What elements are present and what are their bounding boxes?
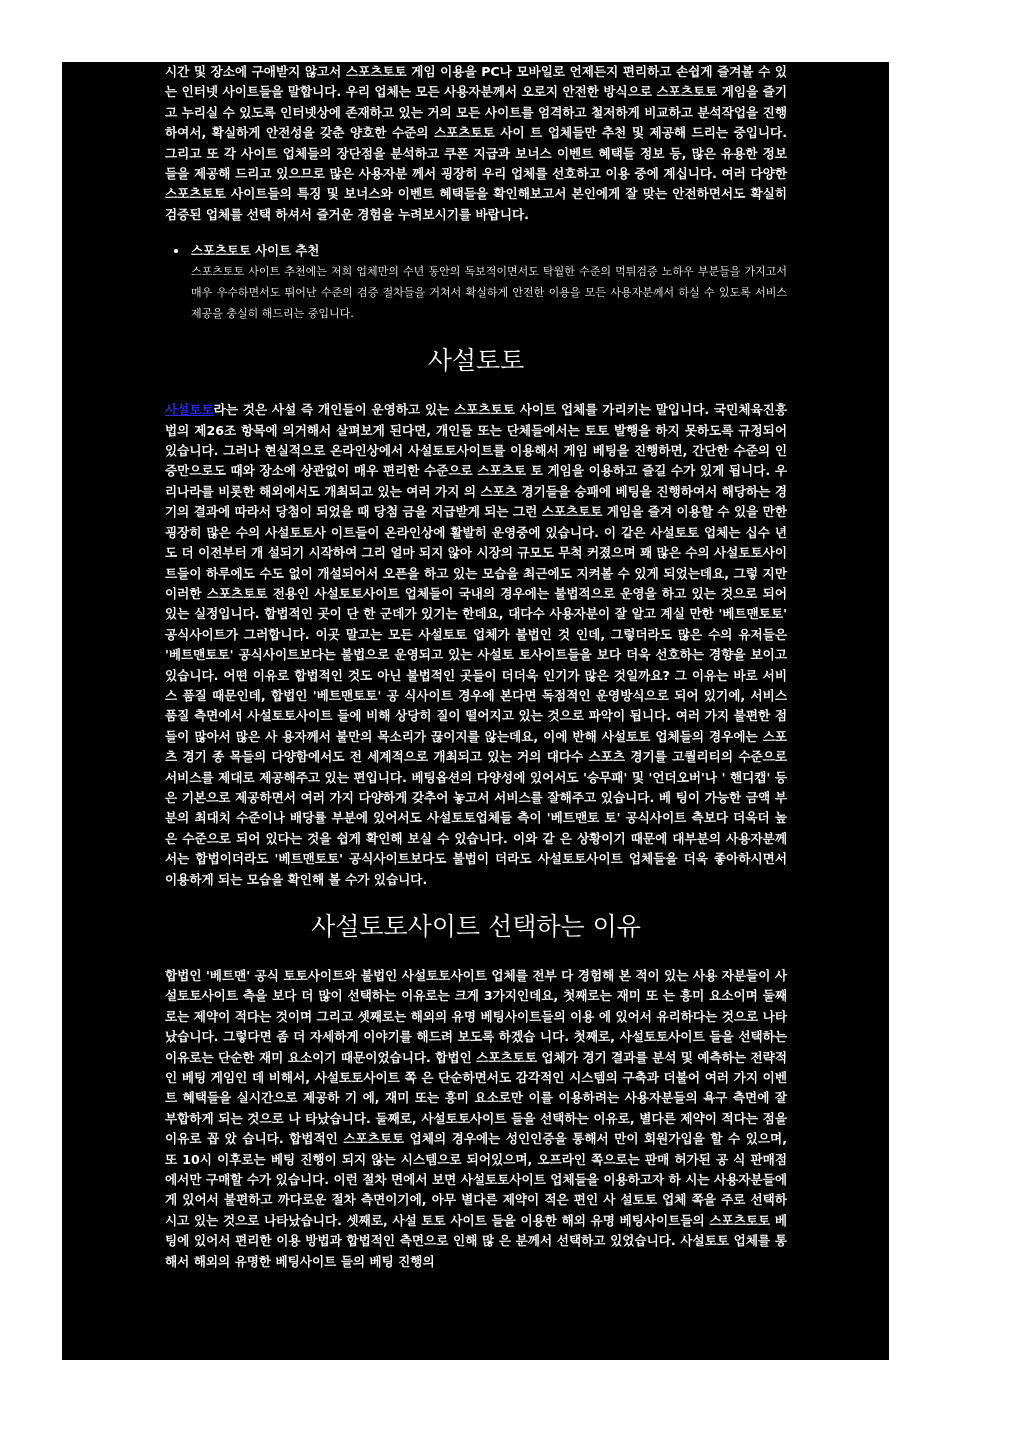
bullet-title: 스포츠토토 사이트 추천 <box>191 243 320 259</box>
section-heading-private-toto: 사설토토 <box>427 346 525 376</box>
section-heading-reasons: 사설토토사이트 선택하는 이유 <box>311 912 641 941</box>
private-toto-link[interactable]: 사설토토 <box>165 402 214 418</box>
section2-paragraph: 합법인 '베트맨' 공식 토토사이트와 불법인 사설토토사이트 업체를 전부 다 경험해 본 적이 있는 사용 자분들이 사설토토사이트 측을 보다 더 많이 선택하는 이유로는 크게 3가지인데요, 첫째로는 재미 또 는 흥미 요소이며 둘째로는 제약이 적다는 것이며 그리고 셋째로는 해외의 유명 베팅사이트들의 이용 에 있어서 유리하다는 것으로 나타났습니다. 그렇다면 좀 더 자세하게 이야기를 해드려 보도록 하겠습 니다. 첫째로, 사설토토사이트 들을 선택하는 이유로는 단순한 재미 요소이기 때문이었습니다. 합법인 스포츠토토 업체가 경기 결과를 분석 및 예측하는 전략적인 베팅 게임인 데 비해서, 사설토토사이트 쪽 은 단순하면서도 감각적인 시스템의 구축과 더불어 여러 가지 이벤트 혜택들을 실시간으로 제공하 기 에, 재미 또는 흥미 요소로만 이를 이용하려는 사용자분들의 욕구 측면에 잘 부합하게 되는 것으로 나 타났습니다. 둘째로, 사설토토사이트 들을 선택하는 이유로, 별다른 제약이 적다는 점을 이유로 꼽 았 습니다. 합법적인 스포츠토토 업체의 경우에는 성인인증을 통해서 만이 회원가입을 할 수 있으며, 또 10시 이후로는 베팅 진행이 되지 않는 시스템으로 되어있으며, 오프라인 쪽으로는 판매 허가된 공 식 판매점에서만 구매할 수가 있습니다. 이런 절차 면에서 보면 사설토토사이트 업체들을 이용하고자 하 시는 사용자분들에게 있어서 불편하고 까다로운 절차 측면이기에, 아무 별다른 제약이 적은 편인 사 설토토 업체 쪽을 주로 선택하시고 있는 것으로 나타났습니다. 셋째로, 사설 토토 사이트 들을 이용한 해외 유명 베팅사이트들의 스포츠토토 베팅에 있어서 편리한 이용 방법과 합법적인 측면으로 인해 많 은 분께서 선택하고 있었습니다. 사설토토 업체를 통해서 해외의 유명한 베팅사이트 들의 베팅 진행의 <box>165 968 787 1269</box>
bullet-item <box>165 241 787 324</box>
bullet-dot-icon <box>174 249 178 253</box>
section1-paragraph-text: 라는 것은 사설 즉 개인들이 운영하고 있는 스포츠토토 사이트 업체를 가리키는 말입니다. 국민체육진흥법의 제26조 항목에 의거해서 살펴보게 된다면, 개인들 또는 단체들에서는 토토 발행을 하지 못하도록 규정되어 있습니다. 그러나 현실적으로 온라인상에서 사설토토사이트를 이용해서 게임 베팅을 진행하면, 간단한 수준의 인증만으로도 때와 장소에 상관없이 매우 편리한 수준으로 스포츠토 토 게임을 이용하고 즐길 수가 있게 됩니다. 우리나라를 비롯한 해외에서도 개최되고 있는 여러 가지 의 스포츠 경기들을 승패에 베팅을 진행하여서 해당하는 경기의 결과에 따라서 당첨이 되었을 때 당첨 금을 지급받게 되는 그런 스포츠토토 게임을 즐겨 이용할 수 있을 만한 굉장히 많은 수의 사설토토사 이트들이 온라인상에 활발히 운영중에 있습니다. 이 같은 사설토토 업체는 십수 년도 더 이전부터 개 설되기 시작하여 그리 얼마 되지 않아 시장의 규모도 무척 커졌으며 꽤 많은 수의 사설토토사이트들이 하루에도 수도 없이 개설되어서 오픈을 하고 있는 모습을 최근에도 지켜볼 수 있게 되었는데요, 그렇 지만 이러한 스포츠토토 전용인 사설토토사이트 업체들이 국내의 경우에는 불법적으로 운영을 하고 있는 것으로 되어있는 실정입니다. 합법적인 곳이 단 한 군데가 있기는 한데요, 대다수 사용자분이 잘 알고 계실 만한 '베트맨토토' 공식사이트가 그러합니다. 이곳 말고는 모든 사설토토 업체가 불법인 것 인데, 그렇더라도 많은 수의 유저들은 '베트맨토토' 공식사이트보다는 불법으로 운영되고 있는 사설토 토사이트들을 보다 더욱 선호하는 경향을 보이고 있습니다. 어떤 이유로 합법적인 것도 아닌 불법적인 곳들이 더더욱 인기가 많은 것일까요? 그 이유는 바로 서비스 품질 때문인데, 합법인 '베트맨토토' 공 식사이트 경우에 본다면 독점적인 운영방식으로 되어 있기에, 서비스 품질 측면에서 사설토토사이트 들에 비해 상당히 질이 떨어지고 있는 것으로 파악이 됩니다. 여러 가지 불편한 점들이 많아서 많은 사 용자께서 불만의 목소리가 끊이지를 않는데요, 이에 반해 사설토토 업체들의 경우에는 스포츠 경기 종 목들의 다양함에서도 전 세계적으로 개최되고 있는 거의 대다수 스포츠 경기를 고퀄리티의 수준으로 서비스를 제대로 제공해주고 있는 편입니다. 베팅옵션의 다양성에 있어서도 '승무패' 및 '언더오버'나 ' 핸디캡' 등은 기본으로 제공하면서 여러 가지 다양하게 갖추어 놓고서 서비스를 잘해주고 있습니다. 베 팅이 가능한 금액 부분의 최대치 수준이나 배당률 부분에 있어서도 사설토토업체들 측이 '베트맨토 토' 공식사이트 측보다 더욱더 높은 수준으로 되어 있다는 것을 쉽게 확인해 보실 수 있습니다. 이와 같 은 상황이기 때문에 대부분의 사용자분께서는 합법이더라도 '베트맨토토' 공식사이트보다도 불법이 더라도 사설토토사이트 업체들을 더욱 좋아하시면서 이용하게 되는 모습을 확인해 볼 수가 있습니다. <box>165 402 787 887</box>
section1-paragraph <box>165 400 787 890</box>
document-panel <box>62 62 889 1360</box>
article-content <box>165 62 787 1272</box>
bullet-list <box>165 241 787 324</box>
bullet-text: 스포츠토토 사이트 추천에는 저희 업체만의 수년 동안의 독보적이면서도 탁월한 수준의 먹튀검증 노하우 부분들을 가지고서 매우 우수하면서도 뛰어난 수준의 검증 절차들을 거쳐서 확실하게 안전한 이용을 모든 사용자분께서 하실 수 있도록 서비스 제공을 충실히 해드리는 중입니다. <box>191 265 787 321</box>
intro-paragraph: 시간 및 장소에 구애받지 않고서 스포츠토토 게임 이용을 PC나 모바일로 언제든지 편리하고 손쉽게 즐겨볼 수 있는 인터넷 사이트들을 말합니다. 우리 업체는 모든 사용자분께서 오로지 안전한 방식으로 스포츠토토 게임을 즐기고 누리실 수 있도록 인터넷상에 존재하고 있는 거의 모든 사이트를 엄격하고 철저하게 비교하고 분석작업을 진행하여서, 확실하게 안전성을 갖춘 양호한 수준의 스포츠토토 사이 트 업체들만 추천 및 제공해 드리는 중입니다. 그리고 또 각 사이트 업체들의 장단점을 분석하고 쿠폰 지급과 보너스 이벤트 혜택들 정보 등, 많은 유용한 정보들을 제공해 드리고 있으므로 많은 사용자분 께서 굉장히 우리 업체를 선호하고 이용 중에 계십니다. 여러 다양한 스포츠토토 사이트들의 특징 및 보너스와 이벤트 혜택들을 확인해보고서 본인에게 잘 맞는 안전하면서도 확실히 검증된 업체를 선택 하셔서 즐거운 경험을 누려보시기를 바랍니다. <box>165 64 787 222</box>
